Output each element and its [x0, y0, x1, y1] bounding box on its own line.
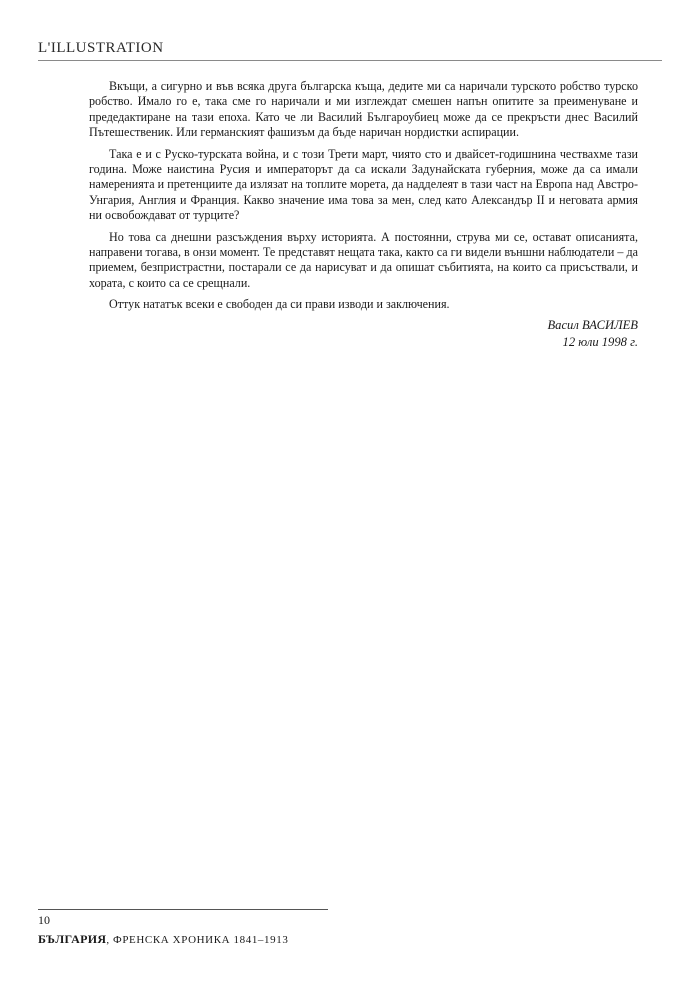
book-title-subtitle: , ФРЕНСКА ХРОНИКА 1841–1913: [106, 934, 289, 946]
body-text: [89, 79, 638, 319]
signature-block: [547, 317, 638, 351]
signature-author: Васил ВАСИЛЕВ: [547, 318, 638, 332]
paragraph: Оттук нататък всеки е свободен да си прави изводи и заключения.: [109, 297, 450, 312]
book-title-main: БЪЛГАРИЯ: [38, 932, 107, 946]
paragraph: Вкъщи, а сигурно и във всяка друга българска къща, дедите ми са наричали турското робство турско робство. Имало го е, така сме го наричали и ми изглеждат смешен напън опитите за преименуване и предедактиране на тази епоха. Като че ли Василий Българоубиец може да се прекръсти днес Василий Пътешественик. Или германският фашизъм да бъде наричан нордистки аспирации.: [89, 79, 638, 140]
paragraph: Но това са днешни разсъждения върху историята. А постоянни, струва ми се, остават описанията, направени тогава, в онзи момент. Те представят нещата така, както са ги видели външни наблюдатели – да приемем, безпристрастни, постарали се да нарисуват и да опишат събитията, на които са присъствали, и хората, с които са се срещнали.: [89, 229, 638, 290]
signature-date: 12 юли 1998 г.: [562, 335, 638, 349]
running-header: [38, 40, 662, 61]
page-number: 10: [38, 913, 50, 927]
header-title: L'ILLUSTRATION: [38, 40, 164, 56]
book-title: [38, 932, 288, 947]
footer-divider: [38, 909, 328, 910]
paragraph: Така е и с Руско-турската война, и с този Трети март, чиято сто и двайсет-годишнина чествахме тази година. Може наистина Русия и императорът да са искали Задунайската губерния, може да са имали намеренията и претенциите да излязат на топлите морета, да надделеят в тази част на Европа над Австро-Унгария, Англия и Франция. Какво значение има това за мен, след като Александър II и неговата армия ни освобождават от турците?: [89, 146, 638, 223]
